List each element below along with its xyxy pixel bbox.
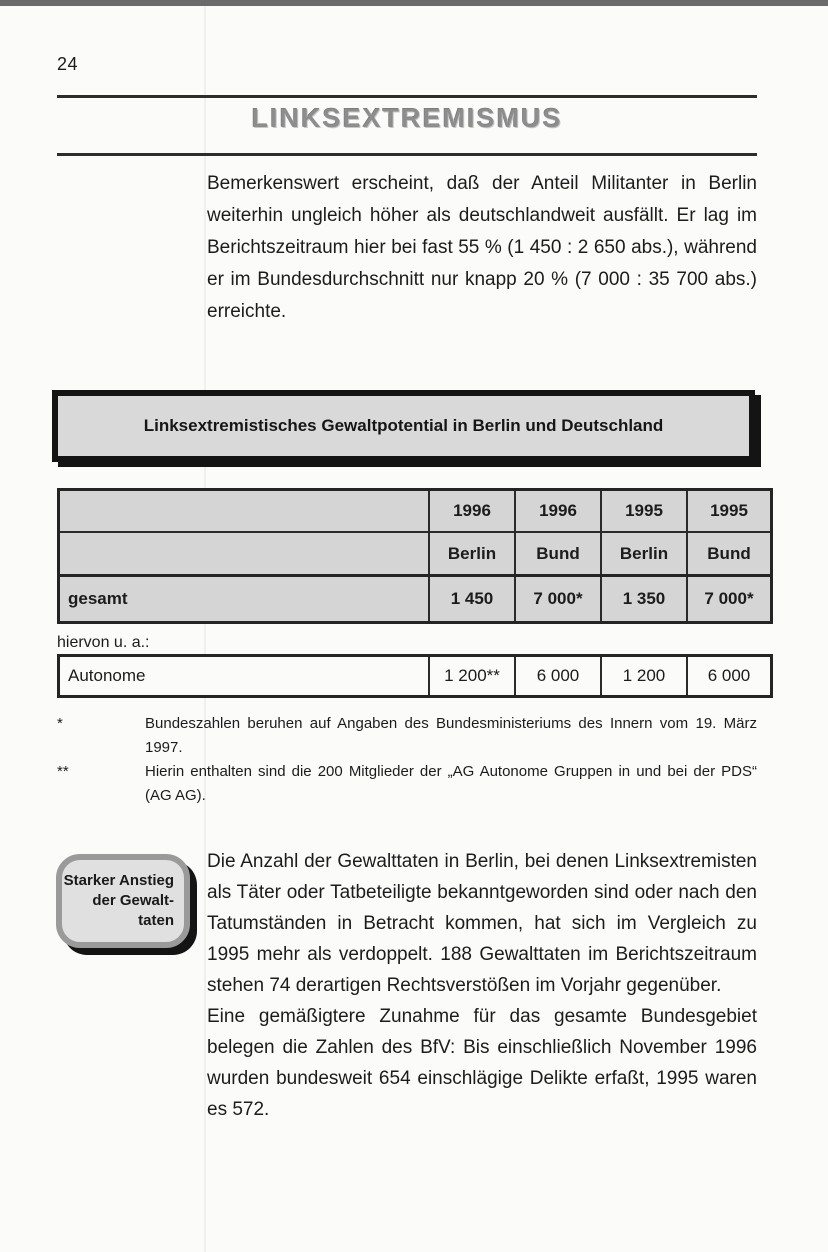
body-text <box>207 846 757 1125</box>
footnote-row <box>57 760 757 808</box>
body-paragraph: Die Anzahl der Gewalttaten in Berlin, bei denen Linksextremisten als Täter oder Tatbeteiligte bekanntgeworden sind oder nach den Tatumständen in Betracht kommen, hat sich im Vergleich zu 1995 mehr als verdoppelt. 188 Gewalttaten im Berichtszeitraum stehen 74 derartigen Rechtsverstößen im Vorjahr gegenüber. <box>207 851 757 996</box>
region-header: Berlin <box>601 532 687 576</box>
value-cell: 1 450 <box>429 576 515 623</box>
margin-note-box <box>56 854 190 948</box>
value-cell: 1 350 <box>601 576 687 623</box>
footnote-text: Hierin enthalten sind die 200 Mitglieder der „AG Autonome Gruppen in und bei der PDS“ (AG AG). <box>145 763 757 804</box>
empty-header-cell <box>59 532 430 576</box>
table-title: Linksextremistisches Gewaltpotential in Berlin und Deutschland <box>143 416 664 435</box>
value-cell: 1 200** <box>429 656 515 697</box>
page-fold-line <box>204 6 206 1252</box>
value-cell: 1 200 <box>601 656 687 697</box>
value-cell: 7 000* <box>687 576 772 623</box>
year-header: 1995 <box>601 490 687 533</box>
page-number: 24 <box>57 54 79 74</box>
body-paragraph: Eine gemäßigtere Zunahme für das gesamte Bundesgebiet belegen die Zahlen des BfV: Bis einschließlich November 1996 wurden bundesweit 654 einschlägige Delikte erfaßt, 1995 waren es 572. <box>207 1006 757 1120</box>
table-row-years <box>59 490 772 533</box>
row-label: Autonome <box>59 656 430 697</box>
footnote-marker: ** <box>57 763 69 780</box>
table-row-gesamt <box>59 576 772 623</box>
table-row-regions <box>59 532 772 576</box>
year-header: 1996 <box>515 490 601 533</box>
region-header: Bund <box>687 532 772 576</box>
margin-note <box>56 854 204 962</box>
potential-table <box>57 488 773 624</box>
hiervon-label: hiervon u. a.: <box>57 634 150 651</box>
region-header: Berlin <box>429 532 515 576</box>
header-rule-bottom <box>57 153 757 156</box>
margin-note-line: taten <box>138 912 174 929</box>
year-header: 1995 <box>687 490 772 533</box>
footnotes <box>57 712 757 808</box>
value-cell: 6 000 <box>687 656 772 697</box>
table-row-autonome <box>59 656 772 697</box>
intro-paragraph: Bemerkenswert erscheint, daß der Anteil Militanter in Berlin weiterhin ungleich höher als deutschlandweit ausfällt. Er lag im Berichtszeitraum hier bei fast 55 % (1 450 : 2 650 abs.), während er im Bundesdurchschnitt nur knapp 20 % (7 000 : 35 700 abs.) erreichte. <box>207 173 757 322</box>
row-label: gesamt <box>59 576 430 623</box>
footnote-row <box>57 712 757 760</box>
year-header: 1996 <box>429 490 515 533</box>
margin-note-line: der Gewalt- <box>92 892 174 909</box>
autonome-table <box>57 654 773 698</box>
margin-note-line: Starker Anstieg <box>63 872 174 889</box>
footnote-marker: * <box>57 715 63 732</box>
table-title-box <box>52 390 755 462</box>
section-title: LINKSEXTREMISMUS <box>251 103 563 133</box>
value-cell: 6 000 <box>515 656 601 697</box>
empty-header-cell <box>59 490 430 533</box>
footnote-text: Bundeszahlen beruhen auf Angaben des Bundesministeriums des Innern vom 19. März 1997. <box>145 715 757 756</box>
region-header: Bund <box>515 532 601 576</box>
header-rule-top <box>57 95 757 98</box>
value-cell: 7 000* <box>515 576 601 623</box>
scan-edge-artifact <box>0 0 828 6</box>
